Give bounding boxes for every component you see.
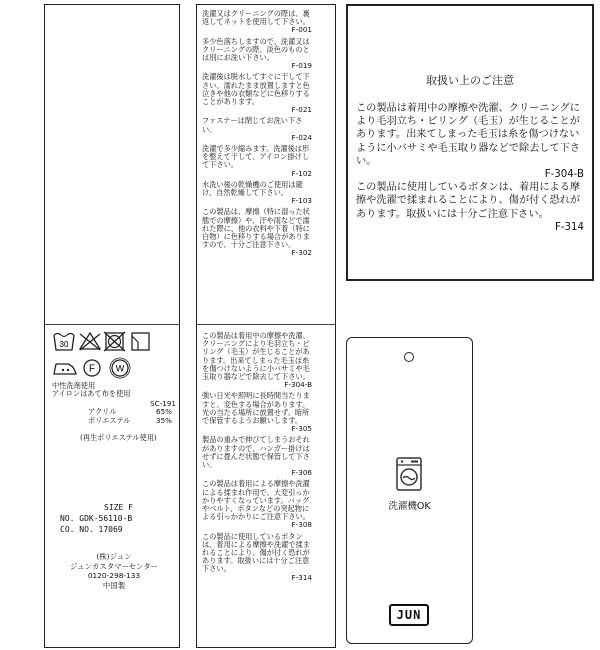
iron-medium-icon [54,364,76,374]
instruction-paragraph [202,10,312,35]
middle-panel-divider [197,324,335,325]
fiber-content [88,408,172,425]
instruction-code: F-314 [291,572,312,582]
instruction-text: ファスナーは閉じてお洗い下さい。 [202,116,303,134]
fiber-pct: 65% [156,407,172,416]
caution-title: 取扱い上のご注意 [426,74,514,87]
company-name: (株)ジュン [96,552,132,561]
instruction-text: 洗濯又はクリーニングの際は、裏返してネットを使用して下さい。 [202,9,310,27]
caution-paragraph: この製品に使用しているボタンは、着用による摩擦や洗濯で揉まれることにより、傷が付く恐れがあります。取扱いには十分ご注意下さい。 [356,182,581,220]
instruction-text: 多少色落ちしますので、洗濯又はクリーニングの際、淡色のものとは別にお洗い下さい。 [202,36,310,63]
svg-text:30: 30 [59,340,69,349]
no-tumble-dry-icon [104,332,125,351]
line-dry-icon [132,333,149,350]
instruction-code: F-001 [291,25,312,35]
recycled-note: (再生ポリエステル使用) [80,433,157,442]
customer-center: ジュンカスタマーセンター [69,561,159,571]
size: SIZE F [104,503,133,512]
caution-code: F-314 [555,221,584,233]
instruction-paragraph [202,181,312,206]
care-instructions-top [202,10,312,261]
instruction-paragraph [202,145,312,178]
brand-logo: JUN [389,604,429,626]
svg-text:W: W [115,363,125,374]
instruction-code: F-302 [291,248,312,258]
fiber-name: アクリル [88,407,117,416]
hang-tag [346,337,473,644]
instruction-text: この製品に使用しているボタンは、着用による摩擦や洗濯で揉まれることにより、傷が付く恐れがあります。取扱いには十分ご注意下さい。 [202,531,310,574]
instruction-paragraph [202,117,312,142]
caution-card [346,4,594,281]
instruction-code: F-102 [291,168,312,178]
instruction-code: F-304-B [284,380,312,390]
instruction-paragraph [202,38,312,71]
caution-code: F-304-B [544,169,584,181]
instruction-code: F-024 [291,132,312,142]
instruction-code: F-021 [291,105,312,115]
washing-machine-icon [395,456,423,492]
instruction-code: F-103 [291,196,312,206]
care-notes [52,382,176,409]
caution-body [356,102,584,234]
phone-number: 0120-298-133 [87,571,141,580]
note-iron: アイロンはあて布を使用 [52,389,131,399]
instruction-paragraph [202,480,312,529]
instruction-paragraph [202,436,312,477]
size-info [60,502,178,535]
left-panel-divider [45,324,180,325]
svg-text:F: F [88,363,96,375]
instruction-text: 洗濯後は脱水してすぐに干して下さい。濡れたまま放置しますと色泣きや他の衣類などに色移りすることがあります。 [202,72,310,107]
instruction-text: この製品は着用による摩擦や洗濯による揉まれ作用で、大変引っかかりやすくなっています。バッグやベルト、ボタンなどの突起物による引っかかりにご注意下さい。 [202,479,310,522]
instruction-text: 水洗い後の乾燥機のご使用は避け、自然乾燥して下さい。 [202,179,303,198]
co-no: CO. NO. 17069 [60,525,123,534]
care-instructions-bottom [202,332,312,585]
fiber-row [88,417,172,426]
washing-machine-label: 洗濯機OK [388,501,431,512]
dry-clean-f-icon [84,360,100,376]
instruction-text: 製品の重みで伸びてしまうおそれがありますので、ハンガー掛けはせずに畳んだ状態で保管して下さい。 [202,435,310,470]
instruction-paragraph [202,332,312,389]
product-no: NO. GDK-56110-B [60,514,133,523]
hang-tag-hole [404,352,414,362]
company-info [52,552,176,590]
instruction-code: F-305 [291,424,312,434]
label-code: SC-191 [150,399,176,409]
instruction-paragraph [202,208,312,257]
instruction-paragraph [202,73,312,114]
instruction-text: この製品は着用中の摩擦や洗濯、クリーニングにより毛羽立ち・ピリング（毛玉）が生じることがあります。出来てしまった毛玉は糸を傷つけないように小バサミや毛玉取り器などで除去して下さい。 [202,331,310,382]
wet-clean-w-icon [110,358,130,378]
caution-paragraph: この製品は着用中の摩擦や洗濯、クリーニングにより毛羽立ち・ピリング（毛玉）が生じることがあります。出来てしまった毛玉は糸を傷つけないように小バサミや毛玉取り器などで除去して下さい。 [356,103,581,167]
country-of-origin: 中国製 [102,580,126,590]
note-detergent: 中性洗剤使用 [52,381,96,390]
instruction-code: F-308 [291,520,312,530]
fiber-name: ポリエステル [88,415,131,425]
instruction-text: 洗濯で多少縮みます。洗濯後は形を整えて干して、アイロン掛けして下さい。 [202,144,310,170]
instruction-code: F-306 [291,468,312,478]
care-symbols [52,330,162,380]
wash-30-icon [54,334,74,351]
instruction-paragraph [202,533,312,582]
instruction-text: 強い日光や照明に長時間当たりますと、変色する場合があります。光の当たる場所に放置せず、暗所で保管するようお願いします。 [202,391,310,426]
instruction-code: F-019 [291,61,312,71]
instruction-text: この製品は、摩擦（特に湿った状態での摩擦）や、汗や雨などで濡れた際に、他の衣料や下着（特に白物）に色移りする場合がありますので、十分ご注意下さい。 [202,207,310,250]
fiber-pct: 35% [156,415,172,425]
instruction-paragraph [202,392,312,433]
no-bleach-icon [80,333,100,350]
